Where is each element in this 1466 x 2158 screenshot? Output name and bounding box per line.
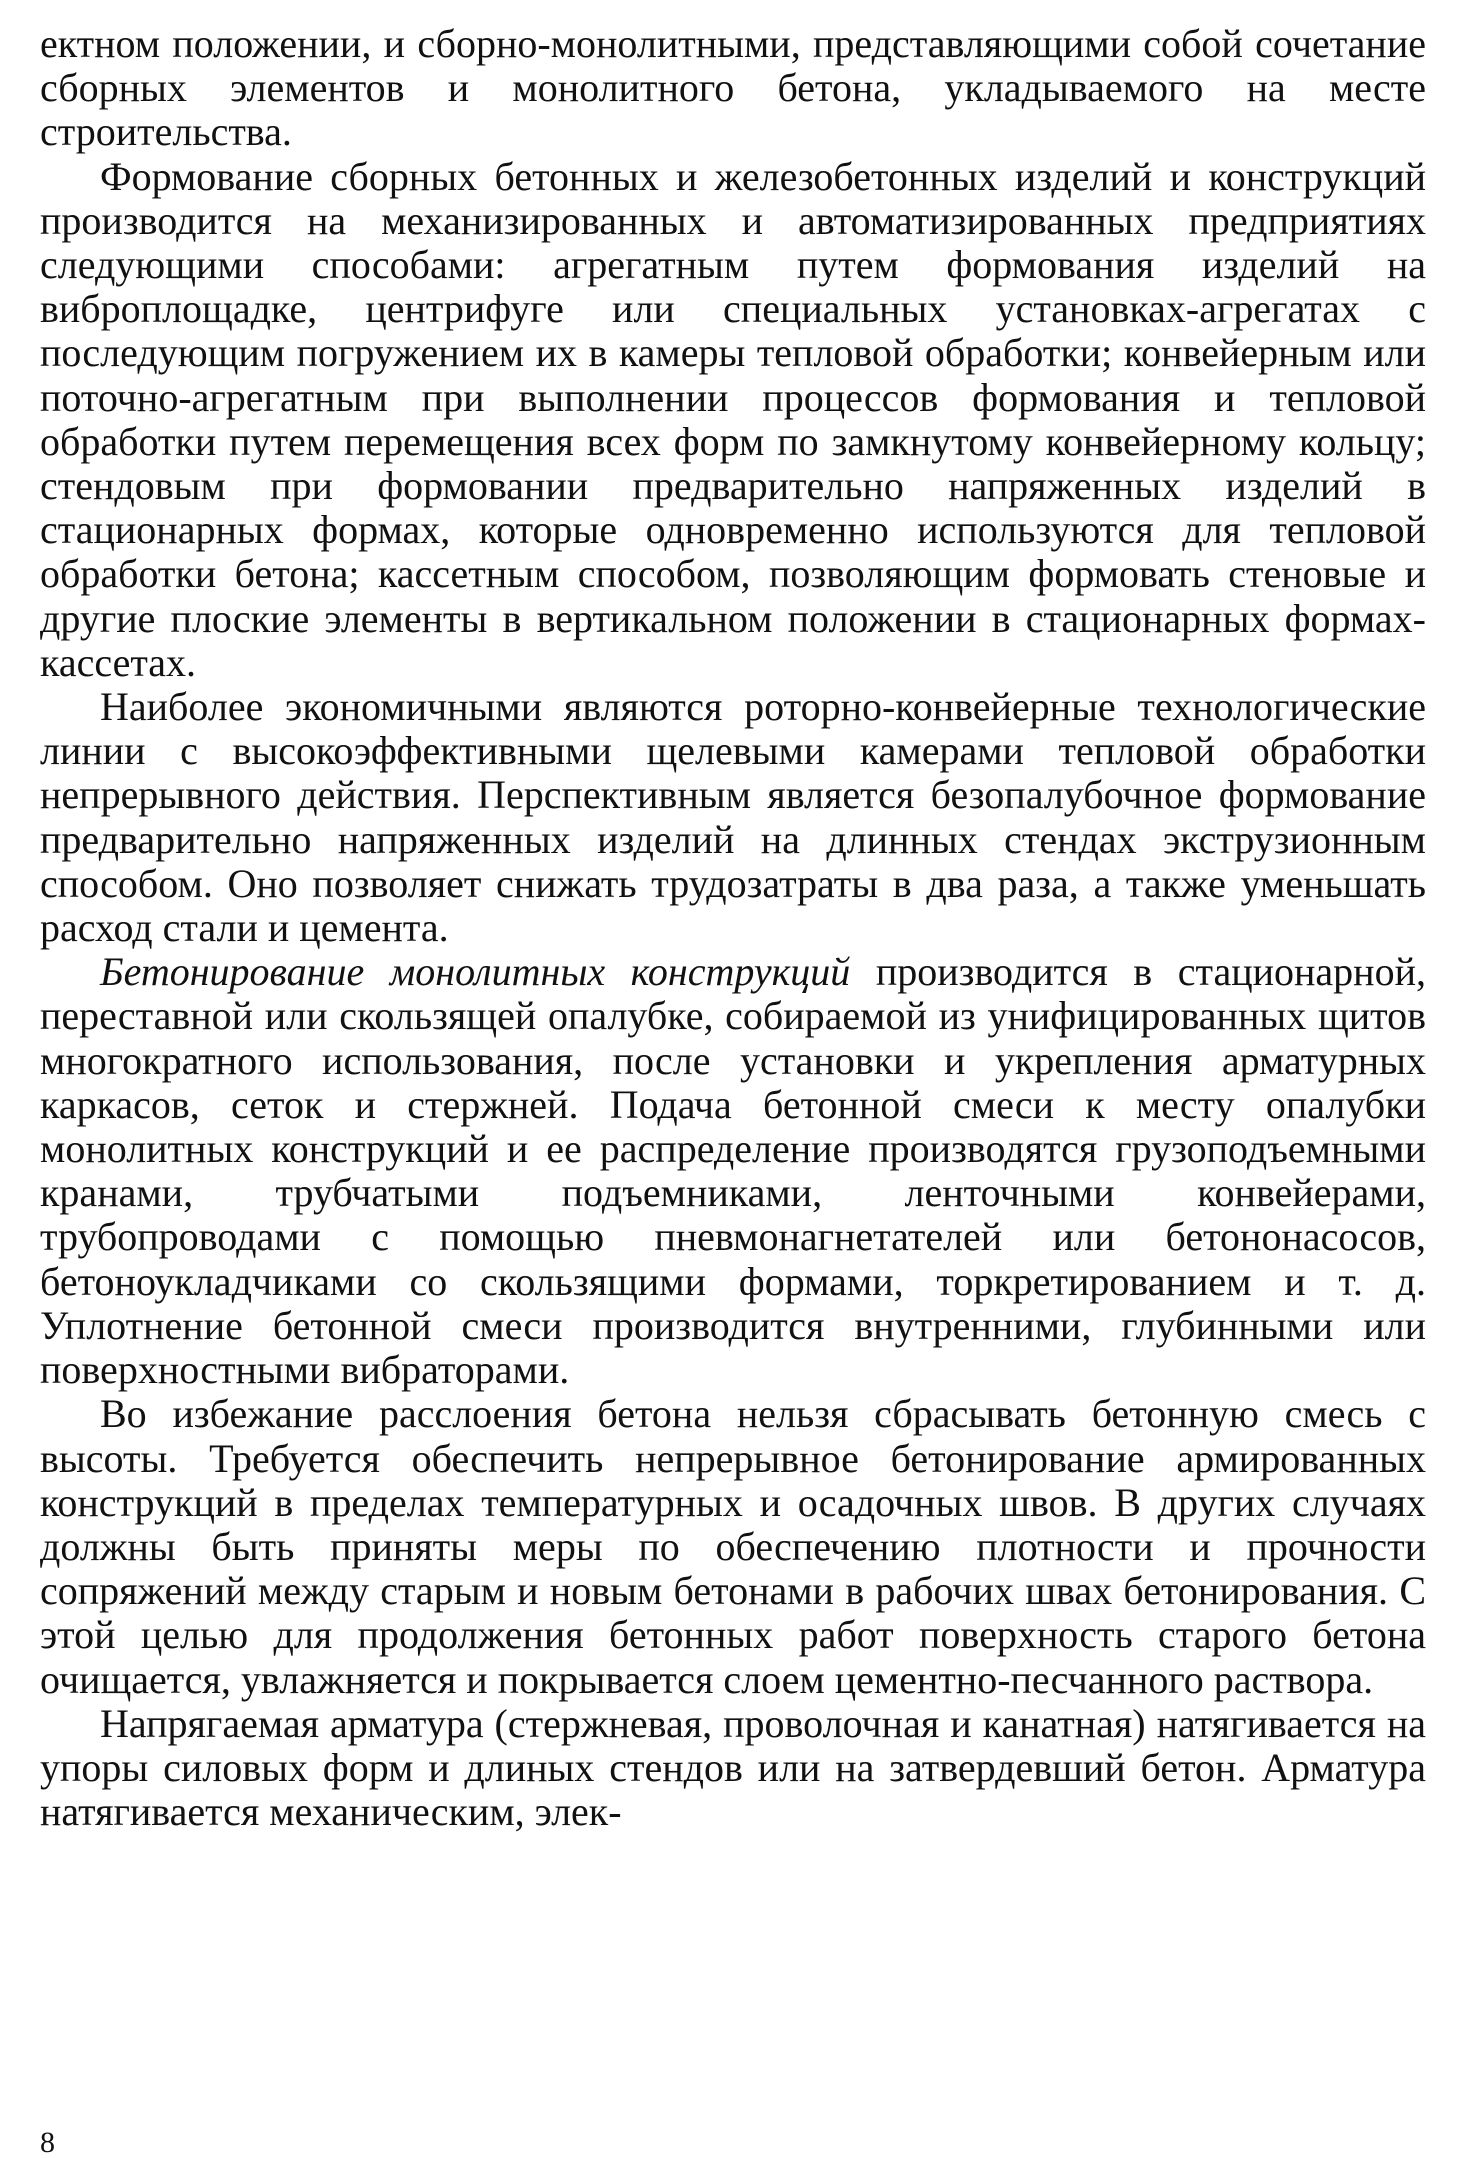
paragraph-4-text: производится в стационарной, переставной или скользящей опалубке, собираемой из унифицированных щитов многократного использования, после установки и укрепления арматурных каркасов, сеток и стержней. Подача бетонной смеси к месту опалубки монолитных конструкций и ее распределение производятся грузоподъемными кранами, трубчатыми подъемниками, ленточными конвейерами, трубопроводами с помощью пневмонагнетателей или бетононасосов, бетоноукладчиками со скользящими формами, торкретированием и т. д. Уплотнение бетонной смеси производится внутренними, глубинными или поверхностными вибраторами. [40,949,1426,1393]
paragraph-2-text: Формование сборных бетонных и железобетонных изделий и конструкций производится на механизированных и автоматизированных предприятиях следующими способами: агрегатным путем формования изделий на виброплощадке, центрифуге или специальных установках-агрегатах с последующим погружением их в камеры тепловой обработки; конвейерным или поточно-агрегатным при выполнении процессов формования и тепловой обработки путем перемещения всех форм по замкнутому конвейерному кольцу; стендовым при формовании предварительно напряженных изделий в стационарных формах, которые одновременно используются для тепловой обработки бетона; кассетным способом, позволяющим формовать стеновые и другие плоские элементы в вертикальном положении в стационарных формах-кассетах. [40,153,1426,685]
document-page [40,22,1426,1834]
paragraph-3 [40,685,1426,950]
paragraph-2 [40,155,1426,685]
paragraph-5 [40,1392,1426,1701]
paragraph-3-text: Наиболее экономичными являются роторно-конвейерные технологические линии с высокоэффективными щелевыми камерами тепловой обработки непрерывного действия. Перспективным является безопалубочное формование предварительно напряженных изделий на длинных стендах экструзионным способом. Оно позволяет снижать трудозатраты в два раза, а также уменьшать расход стали и цемента. [40,684,1426,951]
paragraph-4 [40,950,1426,1392]
page-number: 8 [40,2128,55,2158]
paragraph-1 [40,22,1426,155]
paragraph-1-text: ектном положении, и сборно-монолитными, представляющими собой сочетание сборных элементов и монолитного бетона, укладываемого на месте строительства. [40,21,1426,155]
paragraph-4-italic-term: Бетонирование монолитных конструкций [100,949,851,995]
paragraph-6-text: Напрягаемая арматура (стержневая, проволочная и канатная) натягивается на упоры силовых форм и длиных стендов или на затвердевший бетон. Арматура натягивается механическим, элек- [40,1700,1426,1835]
paragraph-6 [40,1702,1426,1835]
paragraph-5-text: Во избежание расслоения бетона нельзя сбрасывать бетонную смесь с высоты. Требуется обеспечить непрерывное бетонирование армированных конструкций в пределах температурных и осадочных швов. В других случаях должны быть приняты меры по обеспечению плотности и прочности сопряжений между старым и новым бетонами в рабочих швах бетонирования. С этой целью для продолжения бетонных работ поверхность старого бетона очищается, увлажняется и покрывается слоем цементно-песчанного раствора. [40,1391,1426,1702]
